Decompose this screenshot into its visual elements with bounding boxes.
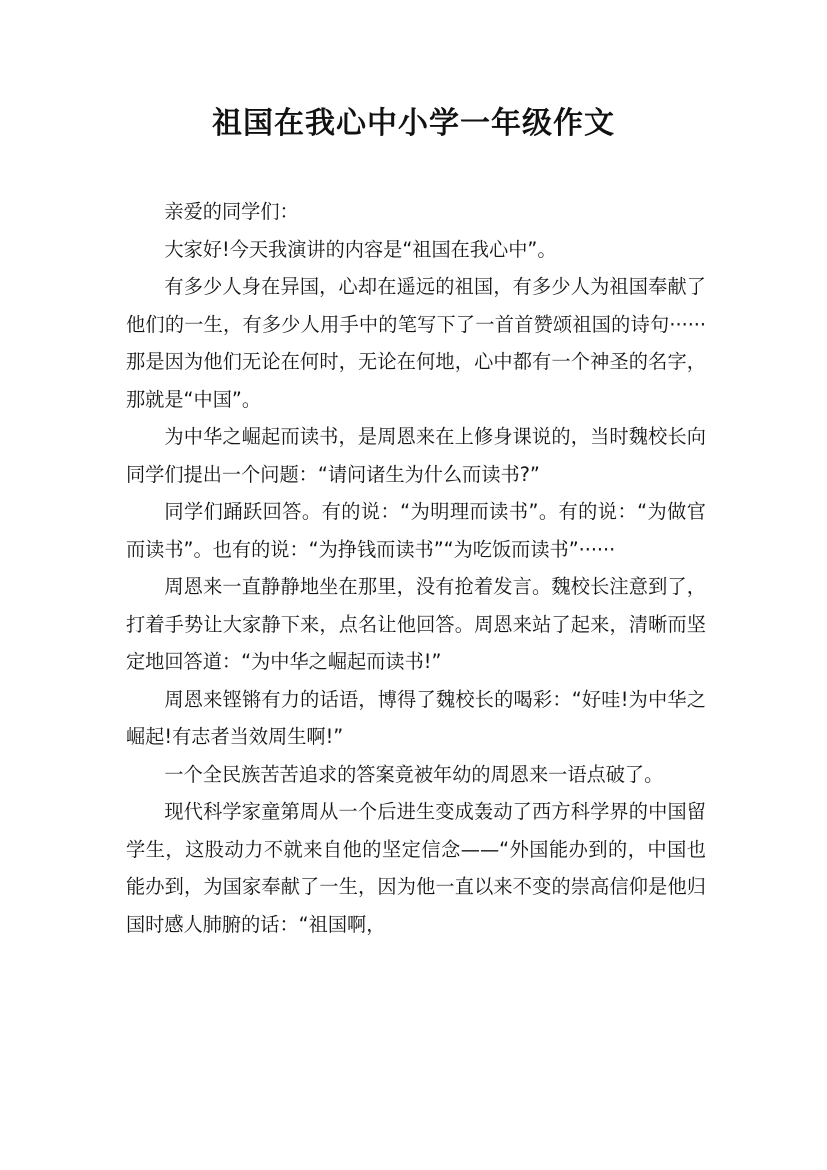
paragraph-4: 周恩来一直静静地坐在那里，没有抢着发言。魏校长注意到了，打着手势让大家静下来，点名让他回答。周恩来站了起来，清晰而坚定地回答道：“为中华之崛起而读书!” (126, 575, 706, 673)
paragraph-5: 周恩来铿锵有力的话语，博得了魏校长的喝彩：“好哇!为中华之崛起!有志者当效周生啊!” (126, 687, 706, 748)
paragraph-1: 有多少人身在异国，心却在遥远的祖国，有多少人为祖国奉献了他们的一生，有多少人用手中的笔写下了一首首赞颂祖国的诗句······那是因为他们无论在何时，无论在何地，心中都有一个神圣的名字，那就是“中国”。 (126, 275, 706, 411)
paragraph-opening: 大家好!今天我演讲的内容是“祖国在我心中”。 (164, 237, 557, 261)
paragraph-3: 同学们踊跃回答。有的说：“为明理而读书”。有的说：“为做官而读书”。也有的说：“为挣钱而读书”“为吃饭而读书”······ (126, 500, 706, 561)
paragraph-6: 一个全民族苦苦追求的答案竟被年幼的周恩来一语点破了。 (164, 762, 664, 786)
paragraph-7: 现代科学家童第周从一个后进生变成轰动了西方科学界的中国留学生，这股动力不就来自他的坚定信念——“外国能办到的，中国也能办到，为国家奉献了一生，因为他一直以来不变的崇高信仰是他归国时感人肺腑的话：“祖国啊， (126, 800, 706, 936)
document-body (126, 193, 706, 943)
paragraph-2: 为中华之崛起而读书，是周恩来在上修身课说的，当时魏校长向同学们提出一个问题：“请问诸生为什么而读书?” (126, 425, 706, 486)
document-title: 祖国在我心中小学一年级作文 (212, 106, 615, 141)
paragraph-greeting: 亲爱的同学们： (164, 200, 299, 223)
